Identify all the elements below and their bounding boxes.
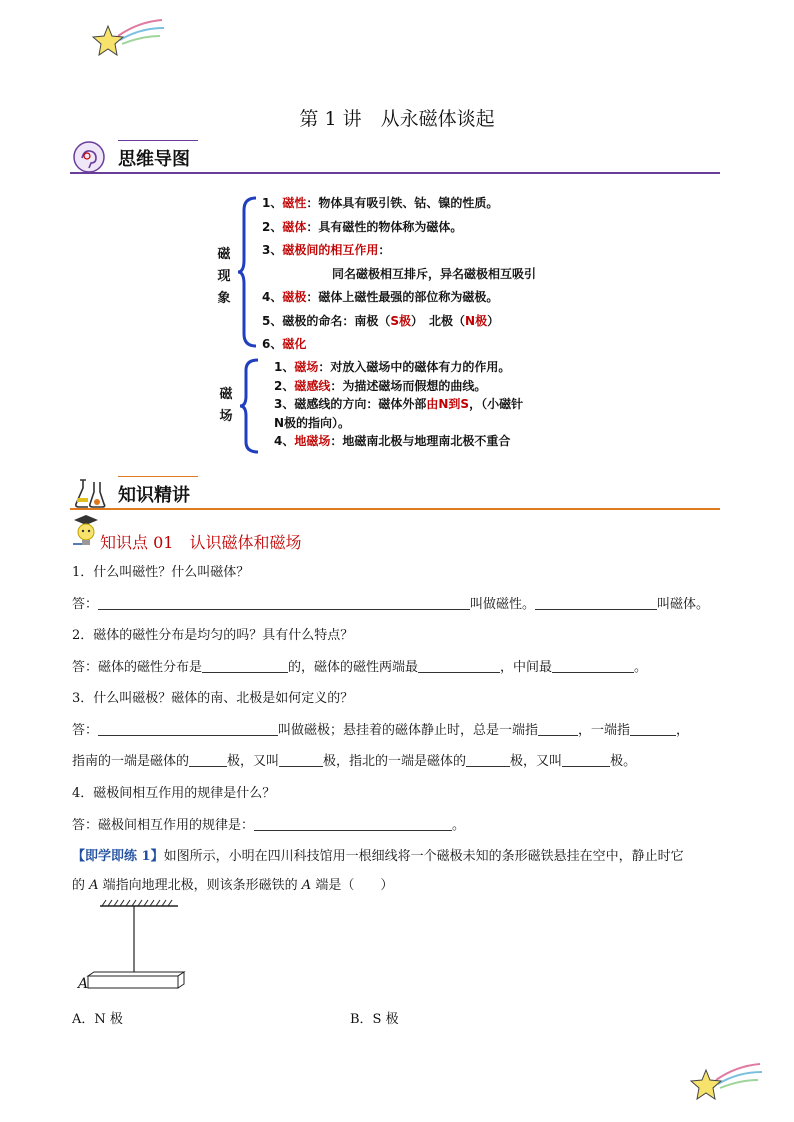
lightbulb-graduate-icon: [70, 512, 100, 548]
section-title-mindmap: 思维导图: [118, 149, 190, 170]
practice-line-2: 的 A 端指向地理北极，则该条形磁铁的 A 端是（ ）: [72, 878, 394, 893]
option-a[interactable]: A．N 极: [72, 1012, 123, 1027]
figure-label-a: A: [78, 976, 89, 992]
section-header-knowledge: [70, 476, 720, 510]
mindmap-item: 4、磁极：磁体上磁性最强的部位称为磁极。: [262, 290, 499, 304]
answer-4: 答：磁极间相互作用的规律是： 。: [72, 818, 466, 833]
knowledge-point-title: 知识点 01 认识磁体和磁场: [100, 533, 302, 552]
mindmap-item: 6、磁化: [262, 337, 307, 351]
page-title: 第 1 讲 从永磁体谈起: [299, 108, 495, 130]
mindmap-item: 同名磁极相互排斥，异名磁极相互吸引: [332, 266, 537, 281]
mindmap-item: 4、地磁场：地磁南北极与地理南北极不重合: [274, 434, 511, 448]
answer-blank[interactable]: [630, 721, 676, 736]
brace-group-1: [236, 196, 258, 348]
answer-blank[interactable]: [279, 752, 323, 767]
answer-blank[interactable]: [535, 595, 657, 610]
mindmap-item: 2、磁感线：为描述磁场而假想的曲线。: [274, 378, 487, 393]
mindmap-item: 3、磁感线的方向：磁体外部由N到S，（小磁针: [274, 397, 524, 411]
brain-icon: [72, 140, 106, 174]
answer-blank[interactable]: [538, 721, 578, 736]
section-header-mindmap: [70, 140, 720, 174]
mindmap-item: 1、磁场：对放入磁场中的磁体有力的作用。: [274, 360, 511, 374]
answer-blank[interactable]: [552, 658, 634, 673]
answer-blank[interactable]: [418, 658, 500, 673]
answer-blank[interactable]: [202, 658, 288, 673]
question-2: 2．磁体的磁性分布是均匀的吗？具有什么特点？: [72, 628, 354, 643]
practice-tag: 【即学即练 1】: [72, 849, 164, 864]
magnet-figure: [74, 898, 214, 996]
answer-blank[interactable]: [98, 595, 470, 610]
mindmap-group1-items: [262, 192, 536, 357]
mindmap-group2-items: [274, 358, 523, 451]
answer-1: 答： 叫做磁性。 叫磁体。: [72, 597, 710, 612]
answer-3: 答： 叫做磁极；悬挂着的磁体静止时，总是一端指 ，一端指 ，: [72, 723, 690, 738]
practice-line-1: 【即学即练 1】如图所示，小明在四川科技馆用一根细线将一个磁极未知的条形磁铁悬挂在空中，静止时它: [72, 849, 684, 864]
answer-blank[interactable]: [254, 816, 452, 831]
option-b[interactable]: B．S 极: [350, 1012, 399, 1027]
brace-group-2: [238, 358, 260, 454]
mindmap-item: 2、磁体：具有磁性的物体称为磁体。: [262, 219, 463, 234]
flask-icon: [72, 476, 108, 510]
star-decoration-icon: [686, 1058, 766, 1104]
mindmap-item: N极的指向）。: [274, 415, 351, 430]
question-3: 3．什么叫磁极？磁体的南、北极是如何定义的？: [72, 691, 354, 706]
mindmap-item: 3、磁极间的相互作用：: [262, 243, 391, 257]
answer-blank[interactable]: [562, 752, 610, 767]
question-1: 1．什么叫磁性？什么叫磁体？: [72, 565, 250, 580]
mindmap-item: 1、磁性：物体具有吸引铁、钴、镍的性质。: [262, 196, 499, 210]
star-decoration-icon: [88, 14, 168, 60]
section-title-knowledge: 知识精讲: [118, 485, 190, 506]
answer-blank[interactable]: [189, 752, 227, 767]
mindmap-group1-label: 磁 现 象: [217, 247, 231, 306]
question-4: 4．磁极间相互作用的规律是什么？: [72, 786, 276, 801]
answer-blank[interactable]: [466, 752, 510, 767]
answer-2: 答：磁体的磁性分布是 的，磁体的磁性两端最 ，中间最 。: [72, 660, 648, 675]
answer-blank[interactable]: [98, 721, 278, 736]
mindmap-item: 5、磁极的命名：南极（S极） 北极（N极）: [262, 313, 500, 328]
answer-3-line-2: 指南的一端是磁体的 极，又叫 极，指北的一端是磁体的 极，又叫 极。: [72, 754, 637, 769]
mindmap-group2-label: 磁 场: [219, 387, 233, 424]
